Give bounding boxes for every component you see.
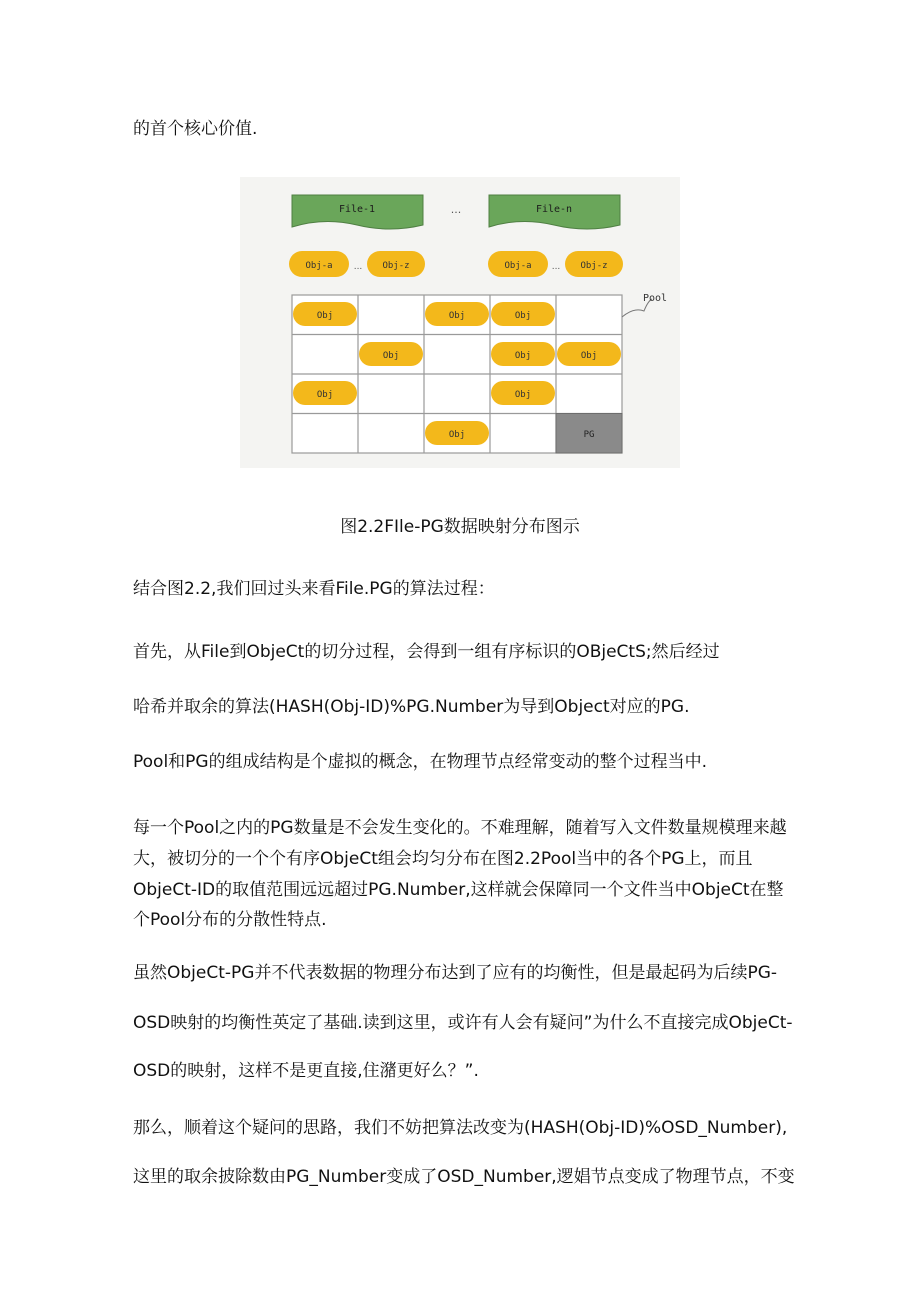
pool-label: Pool [643,293,668,304]
file-label-1: File-1 [338,204,376,215]
objects-ellipsis: ... [551,262,561,272]
obj-label: Obj-z [580,261,608,271]
files-ellipsis: ... [450,203,462,216]
text-line: 首先，从File到ObjeCt的切分过程，会得到一组有序标识的OBjeCtS;然后经过 [133,642,720,662]
grid-obj-label: Obj [382,351,400,361]
file-pg-mapping-figure [240,177,680,468]
grid-obj-label: Obj [316,390,334,400]
pg-label: PG [583,430,595,440]
text-line: 虽然ObjeCt-PG并不代表数据的物理分布达到了应有的均衡性，但是最起码为后续PG- [133,963,778,983]
text-line: 哈希并取余的算法(HASH(Obj-ID)%PG.Number为导到Object对应的PG. [133,697,690,717]
obj-label: Obj-z [382,261,410,271]
text-line: 那么，顺着这个疑问的思路，我们不妨把算法改变为(HASH(Obj-ID)%OSD_Number), [133,1118,788,1138]
text-line: 大，被切分的一个个有序ObjeCt组会均匀分布在图2.2Pool当中的各个PG上，而且 [133,849,753,869]
text-line: OSD映射的均衡性英定了基础.读到这里，或许有人会有疑问”为什么不直接完成ObjeCt- [133,1013,793,1033]
figure-caption: 图2.2FIle-PG数据映射分布图示 [340,517,580,537]
text-line: 结合图2.2,我们回过头来看File.PG的算法过程： [133,579,495,599]
text-line: ObjeCt-ID的取值范围远远超过PG.Number,这样就会保障同一个文件当中ObjeCt在整 [133,880,784,900]
text-line: OSD的映射，这样不是更直接,住潴更好么？”. [133,1061,479,1081]
obj-label: Obj-a [305,261,333,271]
paragraph-line: 的首个核心价值. [133,119,258,139]
grid-obj-label: Obj [514,311,532,321]
grid-obj-label: Obj [580,351,598,361]
objects-ellipsis: ... [353,262,363,272]
text-line: 这里的取余披除数由PG_Number变成了OSD_Number,逻娼节点变成了物理节点，不变 [133,1167,795,1187]
text-line: 每一个Pool之内的PG数量是不会发生变化的。不难理解，随着写入文件数量规模理来越 [133,818,787,838]
grid-obj-label: Obj [514,390,532,400]
grid-obj-label: Obj [448,430,466,440]
text-line: Pool和PG的组成结构是个虚拟的概念，在物理节点经常变动的整个过程当中. [133,752,707,772]
text-line: 个Pool分布的分散性特点. [133,910,327,930]
obj-label: Obj-a [504,261,532,271]
grid-obj-label: Obj [514,351,532,361]
grid-obj-label: Obj [448,311,466,321]
file-label-n: File-n [535,204,573,215]
grid-obj-label: Obj [316,311,334,321]
